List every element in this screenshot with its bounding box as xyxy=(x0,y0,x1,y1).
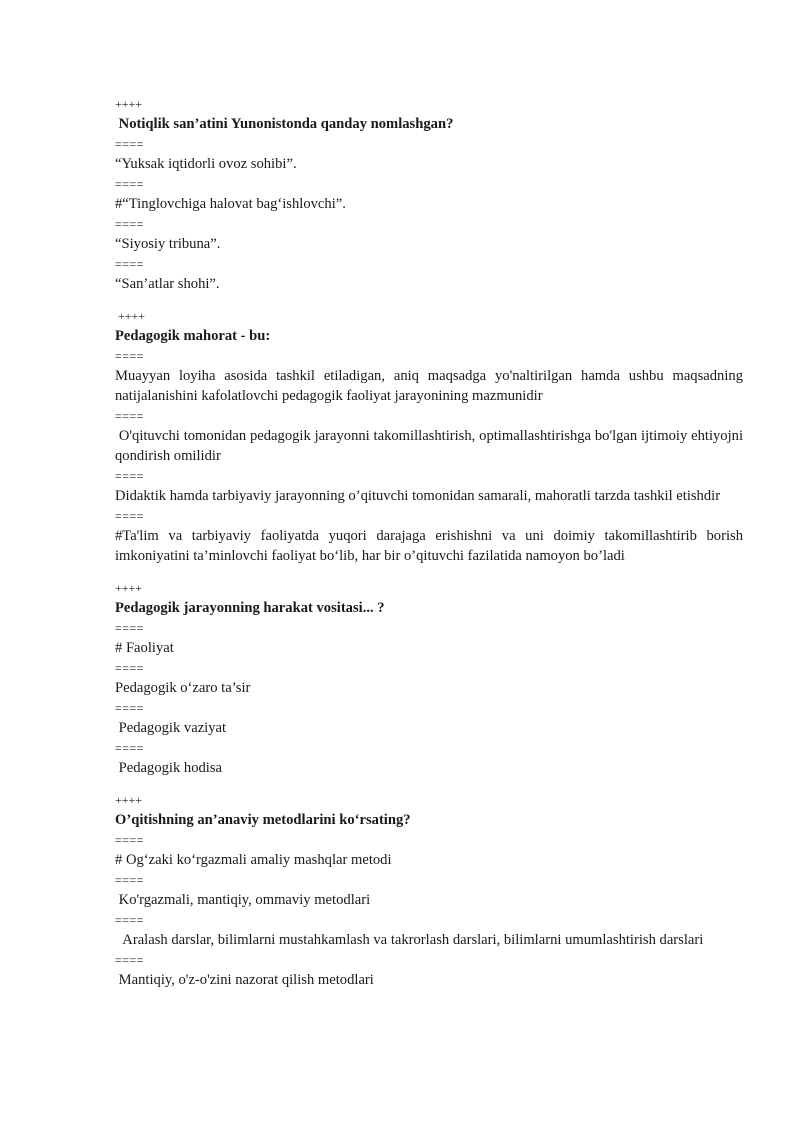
answer-option: “Yuksak iqtidorli ovoz sohibi”. xyxy=(115,156,297,172)
answer-option: Ko'rgazmali, mantiqiy, ommaviy metodlari xyxy=(115,892,371,908)
option-separator: ==== xyxy=(115,913,145,927)
option-separator: ==== xyxy=(115,953,145,967)
test-document xyxy=(115,94,747,990)
question-block-1 xyxy=(115,94,743,294)
answer-option: Pedagogik vaziyat xyxy=(115,720,227,736)
option-separator: ==== xyxy=(115,409,145,423)
option-separator: ==== xyxy=(115,177,145,191)
answer-option: Muayyan loyiha asosida tashkil etiladigan, aniq maqsadga yo'naltirilgan hamda ushbu maqsadning natijalanishini kafolatlovchi pedagogik faoliyat jarayonining mazmunidir xyxy=(115,368,743,404)
option-separator: ==== xyxy=(115,137,145,151)
question-text: Pedagogik mahorat - bu: xyxy=(115,328,271,344)
question-marker: ++++ xyxy=(115,581,143,595)
answer-option: Aralash darslar, bilimlarni mustahkamlash va takrorlash darslari, bilimlarni umumlashtirish darslari xyxy=(115,932,704,948)
option-separator: ==== xyxy=(115,257,145,271)
answer-option: Mantiqiy, o'z-o'zini nazorat qilish metodlari xyxy=(115,972,374,988)
option-separator: ==== xyxy=(115,621,145,635)
answer-option: “San’atlar shohi”. xyxy=(115,276,220,292)
option-separator: ==== xyxy=(115,469,145,483)
answer-option: Pedagogik hodisa xyxy=(115,760,223,776)
question-block-3 xyxy=(115,578,743,778)
option-separator: ==== xyxy=(115,873,145,887)
option-separator: ==== xyxy=(115,509,145,523)
question-marker: ++++ xyxy=(115,97,143,111)
question-block-2 xyxy=(115,306,747,566)
answer-option: Pedagogik o‘zaro ta’sir xyxy=(115,680,251,696)
question-block-4 xyxy=(115,790,743,990)
option-separator: ==== xyxy=(115,833,145,847)
option-separator: ==== xyxy=(115,661,145,675)
answer-option-correct: #“Tinglovchiga halovat bag‘ishlovchi”. xyxy=(115,196,346,212)
answer-option-correct: #Ta'lim va tarbiyaviy faoliyatda yuqori darajaga erishishni va uni doimiy takomillashtirib borish imkoniyatini ta’minlovchi faoliyat bo‘lib, har bir o’qituvchi fazilatida namoyon bo’ladi xyxy=(115,528,743,564)
question-marker: ++++ xyxy=(115,793,143,807)
option-separator: ==== xyxy=(115,701,145,715)
answer-option-correct: # Og‘zaki ko‘rgazmali amaliy mashqlar metodi xyxy=(115,852,392,868)
answer-option-correct: # Faoliyat xyxy=(115,640,174,656)
answer-option: Didaktik hamda tarbiyaviy jarayonning o’qituvchi tomonidan samarali, mahoratli tarzda tashkil etishdir xyxy=(115,488,721,504)
option-separator: ==== xyxy=(115,217,145,231)
option-separator: ==== xyxy=(115,741,145,755)
question-text: Notiqlik san’atini Yunonistonda qanday nomlashgan? xyxy=(115,116,454,132)
question-text: O’qitishning an’anaviy metodlarini ko‘rsating? xyxy=(115,812,411,828)
question-text: Pedagogik jarayonning harakat vositasi... ? xyxy=(115,600,385,616)
answer-option: “Siyosiy tribuna”. xyxy=(115,236,221,252)
option-separator: ==== xyxy=(115,349,145,363)
question-marker: ++++ xyxy=(115,309,146,323)
answer-option: O'qituvchi tomonidan pedagogik jarayonni takomillashtirish, optimallashtirishga bo'lgan ijtimoiy ehtiyojni qondirish omilidir xyxy=(115,428,747,464)
